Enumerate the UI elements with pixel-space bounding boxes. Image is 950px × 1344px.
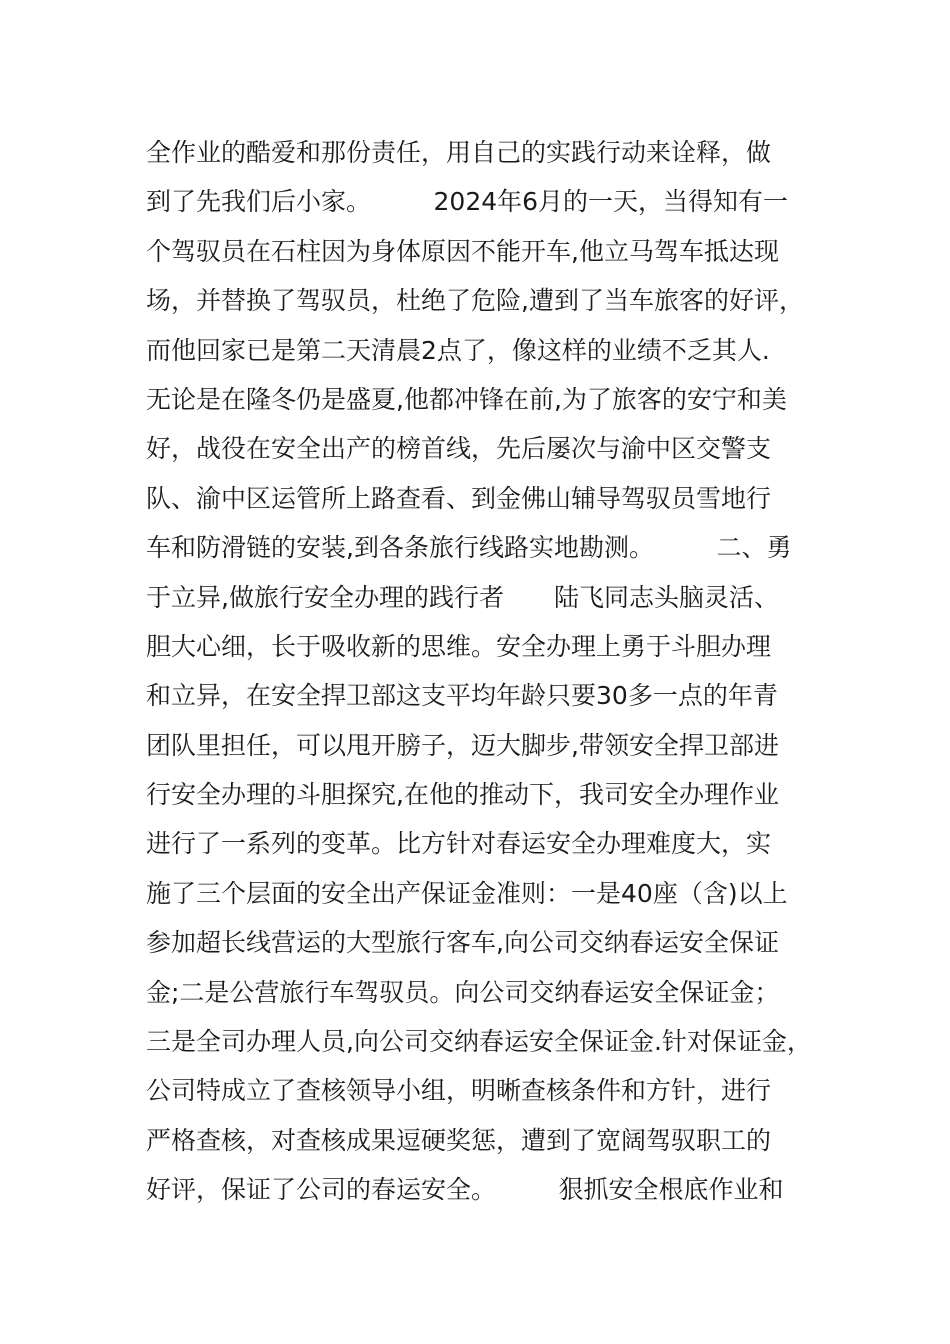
text-line: 金;二是公营旅行车驾驭员。向公司交纳春运安全保证金； bbox=[146, 977, 780, 1007]
text-line: 好评，保证了公司的春运安全。 狠抓安全根底作业和 bbox=[146, 1175, 784, 1205]
text-line: 车和防滑链的安装,到各条旅行线路实地勘测。 二、勇 bbox=[146, 533, 792, 563]
text-line: 胆大心细，长于吸收新的思维。安全办理上勇于斗胆办理 bbox=[146, 631, 772, 661]
body-text bbox=[146, 128, 826, 1215]
text-line: 全作业的酷爱和那份责任，用自己的实践行动来诠释，做 bbox=[146, 138, 772, 167]
text-line: 无论是在隆冬仍是盛夏,他都冲锋在前,为了旅客的安宁和美 bbox=[146, 384, 787, 414]
text-line: 团队里担任，可以甩开膀子，迈大脚步,带领安全捍卫部进 bbox=[146, 730, 779, 760]
text-line: 严格查核，对查核成果逗硬奖惩，遭到了宽阔驾驭职工的 bbox=[146, 1125, 772, 1155]
text-line: 场，并替换了驾驭员，杜绝了危险,遭到了当车旅客的好评， bbox=[146, 286, 804, 316]
text-line: 到了先我们后小家。 2024年6月的一天，当得知有一 bbox=[146, 187, 789, 217]
text-line: 队、渝中区运管所上路查看、到金佛山辅导驾驭员雪地行 bbox=[146, 483, 772, 513]
text-line: 三是全司办理人员,向公司交纳春运安全保证金.针对保证金， bbox=[146, 1027, 812, 1057]
text-line: 个驾驭员在石柱因为身体原因不能开车,他立马驾车抵达现 bbox=[146, 236, 779, 266]
text-line: 进行了一系列的变革。比方针对春运安全办理难度大，实 bbox=[146, 829, 772, 859]
text-line: 施了三个层面的安全出产保证金准则：一是40座（含)以上 bbox=[146, 878, 788, 908]
text-line: 公司特成立了查核领导小组，明晰查核条件和方针，进行 bbox=[146, 1076, 772, 1106]
text-line: 行安全办理的斗胆探究,在他的推动下，我司安全办理作业 bbox=[146, 780, 779, 810]
text-line: 好，战役在安全出产的榜首线，先后屡次与渝中区交警支 bbox=[146, 434, 772, 464]
text-line: 而他回家已是第二天清晨2点了，像这样的业绩不乏其人. bbox=[146, 335, 770, 365]
text-line: 和立异，在安全捍卫部这支平均年龄只要30多一点的年青 bbox=[146, 681, 778, 711]
text-line: 参加超长线营运的大型旅行客车,向公司交纳春运安全保证 bbox=[146, 928, 779, 958]
text-line: 于立异,做旅行安全办理的践行者 陆飞同志头脑灵活、 bbox=[146, 582, 779, 612]
